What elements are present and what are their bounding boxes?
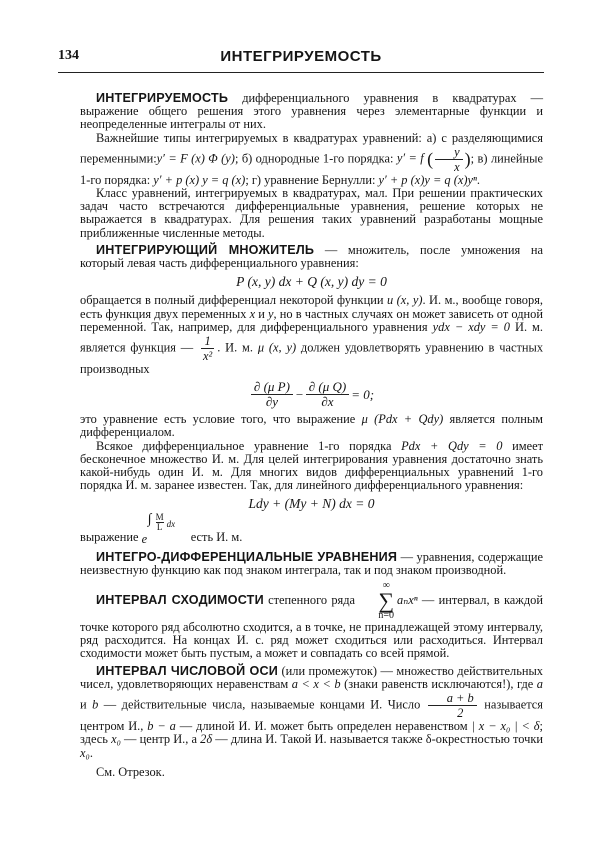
formula-linear: y′ + p (x) y = q (x) [153, 172, 246, 187]
first-order-paragraph: Всякое дифференциальное уравнение 1-го порядка Pdx + Qdy = 0 имеет бесконечное множество И. м. Для целей интегрирования уравнения достаточно знать какой-нибудь один И. м. Для многих видов дифференциальных уравнений 1-го порядка И. м. заранее известен. Так, для линейного дифференциального уравнения: [80, 438, 543, 493]
term-integrating-factor: ИНТЕГРИРУЮЩИЙ МНОЖИТЕЛЬ [96, 242, 315, 257]
header-rule [58, 72, 544, 73]
entry-number-axis-interval: ИНТЕРВАЛ ЧИСЛОВОЙ ОСИ (или промежуток) — множество действительных чисел, удовлетворяющих неравенствам a < x < b (знаки равенств исключаются!), где a и b — действительные числа, называемые концами И. Число $\frac{a + b}{2}$ называется центром И., b − a — длиной И. И. может быть определен неравенством | x − x₀ | < δ; здесь x₀ — центр И., а 2δ — длина И. Такой И. называется также δ-окрестностью точки x₀. [80, 663, 543, 760]
integrating-factor-paragraph: обращается в полный дифференциал некоторой функции u (x, y). И. м., вообще говоря, есть функция двух переменных x и y, но в частных случаях он может зависеть от одной переменной. Так, например, для дифференциального уравнения ydx − xdy = 0 И. м. является функция — $\frac{1}{\text{x²}}$ . И. м. μ (x, y) должен удовлетворять уравнению в частных производных [80, 293, 544, 377]
equation-linear-ldy: Ldy + (My + N) dx = 0 [248, 496, 375, 512]
term-number-axis-interval: ИНТЕРВАЛ ЧИСЛОВОЙ ОСИ [96, 663, 279, 678]
page-header [58, 48, 544, 70]
see-also-link[interactable]: См. Отрезок. [96, 764, 165, 779]
total-differential-paragraph: это уравнение есть условие того, что выражение μ (Pdx + Qdy) является полным дифференциалом. [80, 412, 543, 440]
formula-homogeneous: y′ = f ( $\frac{y}{x}$ ) [396, 144, 471, 174]
sum-symbol: ∞ ∑ n=0 [378, 580, 395, 622]
entry-integrability: ИНТЕГРИРУЕМОСТЬ дифференциального уравнения в квадратурах — выражение общего решения этого уравнения через элементарные функции и неопределенные интегралы от них. [80, 91, 543, 132]
fraction-y-over-x: $\frac{y}{x}$ [435, 145, 463, 174]
exponent-expression-paragraph: выражение e ∫ M L dx есть И. м. [80, 511, 243, 547]
integrability-class-paragraph: Класс уравнений, интегрируемых в квадратурах, мал. При решении практических задач часто встречаются дифференциальные уравнения, решение которых не выражается в квадратурах. Для решения таких уравнений разработаны мощные приближенные численные методы. [80, 186, 543, 240]
term-integrability: ИНТЕГРИРУЕМОСТЬ [96, 91, 229, 105]
entry-convergence-interval: ИНТЕРВАЛ СХОДИМОСТИ степенного ряда ∞ ∑ n=0 aₙxⁿ — интервал, в каждой точке которого ряд абсолютно сходится, а в точке, не принадлежащей этому интервалу, ряд расходится. На концах И. с. ряд может сходиться или расходиться. Интервал сходимости может быть пустым, а может и совпадать со всей прямой. [80, 580, 543, 661]
term-convergence-interval: ИНТЕРВАЛ СХОДИМОСТИ [96, 592, 264, 607]
entry-integro-differential: ИНТЕГРО-ДИФФЕРЕНЦИАЛЬНЫЕ УРАВНЕНИЯ — уравнения, содержащие неизвестную функцию как под знаком интеграла, так и под знаком производной. [80, 549, 543, 577]
page-number: 134 [58, 48, 79, 63]
equation-pdx-qdy: P (x, y) dx + Q (x, y) dy = 0 [236, 274, 387, 290]
fraction-d-mu-p: ∂ (μ P) ∂y [251, 380, 293, 409]
fraction-d-mu-q: $\frac{\text{∂ (μ Q)}}{\partial x}$ [306, 380, 350, 409]
formula-exponent-integral: e ∫ M L dx [141, 511, 176, 547]
formula-ydx-xdy: ydx − xdy = 0 [432, 319, 510, 334]
page-body [80, 92, 543, 779]
formula-bernoulli: y′ + p (x)y = q (x)yⁿ [378, 172, 477, 187]
integrability-types-paragraph: Важнейшие типы интегрируемых в квадратурах уравнений: а) с разделяющимися переменными:y′ = F (x) Φ (y); б) однородные 1-го порядка: y′ = f ( $\frac{y}{x}$ ); в) линейные 1-го порядка: y′ + p (x) y = q (x); г) уравнение Бернулли: y′ + p (x)y = q (x)yⁿ. [80, 130, 543, 187]
entry-integrating-factor: ИНТЕГРИРУЮЩИЙ МНОЖИТЕЛЬ — множитель, после умножения на который левая часть дифференциального уравнения: [80, 242, 543, 271]
term-integro-differential: ИНТЕГРО-ДИФФЕРЕНЦИАЛЬНЫЕ УРАВНЕНИЯ [96, 549, 398, 564]
formula-separable: y′ = F (x) Φ (y) [156, 151, 235, 166]
equation-partial-derivatives: ∂ (μ P) ∂y − $\frac{\text{∂ (μ Q)}}{\partial x}$ = 0; [80, 380, 543, 409]
fraction-a-plus-b-over-2: $\frac{a + b}{2}$ [428, 691, 477, 720]
fraction-one-over-x-squared: $\frac{1}{\text{x²}}$ [202, 334, 213, 364]
running-title: ИНТЕГРИРУЕМОСТЬ [220, 48, 382, 65]
